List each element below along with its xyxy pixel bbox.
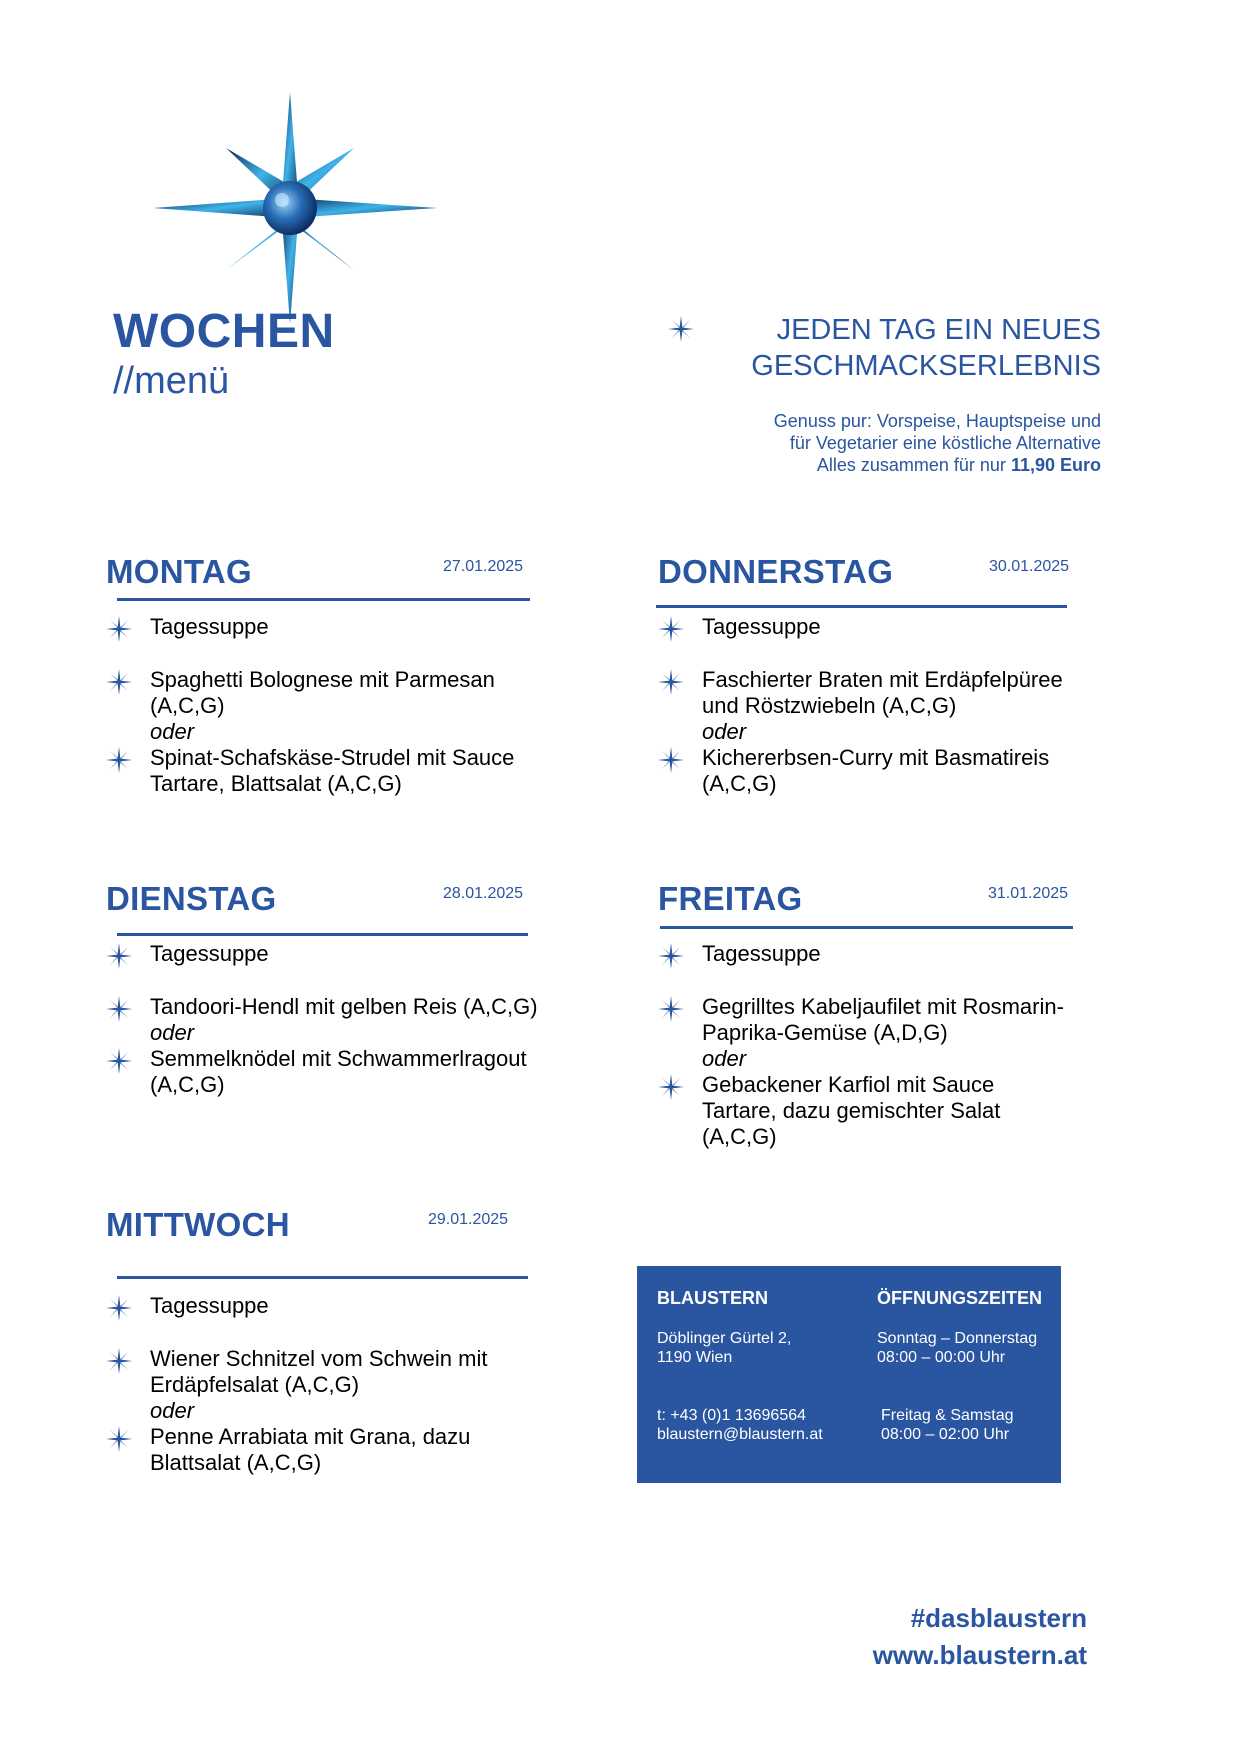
day-divider [117,933,528,936]
offer-line-2: für Vegetarier eine köstliche Alternative [789,433,1101,453]
compass-star-logo [150,90,440,330]
contact-info-box [637,1266,1061,1483]
dish-line: und Röstzwiebeln (A,C,G) [702,693,957,718]
dish-soup [658,941,821,973]
dish-soup [106,941,269,973]
day-date-thursday: 30.01.2025 [989,558,1070,575]
dish-text [150,667,495,719]
tagline [641,312,1101,384]
dish-line: Tartare, dazu gemischter Salat [702,1098,1001,1123]
star-bullet-icon [106,616,150,648]
day-divider [660,926,1073,929]
phone[interactable]: t: +43 (0)1 13696564 [657,1407,807,1424]
dish-main [106,667,495,719]
star-bullet-icon [658,1074,702,1106]
address-line-1: Döblinger Gürtel 2, [657,1330,792,1347]
dish-line: Spinat-Schafskäse-Strudel mit Sauce [150,745,515,770]
dish-line: Paprika-Gemüse (A,D,G) [702,1020,948,1045]
day-date-tuesday: 28.01.2025 [443,885,524,902]
address-line-2: 1190 Wien [657,1349,733,1366]
address [657,1329,791,1367]
dish-line: Tartare, Blattsalat (A,C,G) [150,771,402,796]
dish-line: (A,C,G) [702,771,777,796]
hours-days: Freitag & Samstag [881,1407,1014,1424]
dish-vegetarian [658,745,1049,797]
star-bullet-icon [106,1295,150,1327]
dish-text [150,1424,470,1476]
dish-text [150,1046,527,1098]
day-divider [656,605,1067,608]
star-bullet-icon [106,943,150,975]
opening-hours-weekday [877,1329,1037,1367]
day-title-thursday: DONNERSTAG [658,553,894,590]
tagline-line-1: JEDEN TAG EIN NEUES [776,314,1101,346]
dish-text: Tagessuppe [702,614,821,639]
dish-text [702,1072,1000,1150]
offer-description [621,410,1101,476]
day-divider [117,1276,528,1279]
dish-text [702,745,1049,797]
star-bullet-icon [658,616,702,648]
dish-line: Faschierter Braten mit Erdäpfelpüree [702,667,1063,692]
hours-time: 08:00 – 00:00 Uhr [877,1349,1006,1366]
dish-line: Semmelknödel mit Schwammerlragout [150,1046,527,1071]
dish-line: Kichererbsen-Curry mit Basmatireis [702,745,1050,770]
dish-text: Tagessuppe [150,614,269,639]
hashtag: #dasblaustern [910,1603,1087,1633]
menu-title: WOCHEN [113,305,335,358]
hours-days: Sonntag – Donnerstag [877,1330,1038,1347]
oder-label: oder [150,1398,195,1423]
star-bullet-icon [658,996,702,1028]
day-date-friday: 31.01.2025 [988,885,1069,902]
dish-text: Tagessuppe [702,941,821,966]
dish-vegetarian [658,1072,1000,1150]
dish-vegetarian [106,745,514,797]
day-divider [117,598,530,601]
dish-vegetarian [106,1424,470,1476]
star-bullet-icon [658,669,702,701]
oder-label: oder [150,1020,195,1045]
dish-line: Penne Arrabiata mit Grana, dazu [150,1424,471,1449]
star-bullet-icon [658,943,702,975]
day-date-monday: 27.01.2025 [443,558,524,575]
dish-line: Wiener Schnitzel vom Schwein mit [150,1346,488,1371]
offer-line-3 [621,454,1101,476]
day-title-tuesday: DIENSTAG [106,880,277,917]
dish-main [106,1346,487,1398]
dish-line: (A,C,G) [150,693,225,718]
email-link[interactable]: blaustern@blaustern.at [657,1426,823,1443]
dish-line: Spaghetti Bolognese mit Parmesan [150,667,495,692]
dish-soup [658,614,821,646]
dish-text: Tandoori-Hendl mit gelben Reis (A,C,G) [150,994,538,1019]
star-bullet-icon [106,669,150,701]
dish-text [150,1346,487,1398]
dish-line: Gegrilltes Kabeljaufilet mit Rosmarin- [702,994,1064,1019]
dish-line: Erdäpfelsalat (A,C,G) [150,1372,360,1397]
day-title-friday: FREITAG [658,880,803,917]
day-title-wednesday: MITTWOCH [106,1206,290,1243]
dish-line: (A,C,G) [702,1124,777,1149]
star-bullet-icon [106,1348,150,1380]
website-link[interactable]: www.blaustern.at [872,1640,1087,1670]
dish-soup [106,1293,269,1325]
star-bullet-icon [106,747,150,779]
dish-main [658,994,1064,1046]
oder-label: oder [150,719,195,744]
star-bullet-icon [106,996,150,1028]
dish-text: Tagessuppe [150,1293,269,1318]
dish-text [702,667,1063,719]
dish-text [150,745,514,797]
dish-vegetarian [106,1046,527,1098]
star-bullet-icon [658,747,702,779]
dish-text: Tagessuppe [150,941,269,966]
dish-soup [106,614,269,646]
offer-prefix: Alles zusammen für nur [816,455,1006,475]
star-bullet-icon [106,1048,150,1080]
oder-label: oder [702,1046,747,1071]
dish-line: Blattsalat (A,C,G) [150,1450,322,1475]
offer-price: 11,90 Euro [1010,455,1101,475]
dish-text [702,994,1064,1046]
opening-hours-title: ÖFFNUNGSZEITEN [877,1288,1042,1308]
day-title-monday: MONTAG [106,553,252,590]
dish-main [658,667,1063,719]
menu-subtitle: //menü [113,360,230,402]
restaurant-name: BLAUSTERN [657,1288,768,1308]
hours-time: 08:00 – 02:00 Uhr [881,1426,1010,1443]
dish-line: (A,C,G) [150,1072,225,1097]
dish-line: Gebackener Karfiol mit Sauce [702,1072,995,1097]
tagline-line-2: GESCHMACKSERLEBNIS [751,350,1101,382]
day-date-wednesday: 29.01.2025 [428,1211,509,1228]
oder-label: oder [702,719,747,744]
contact [657,1406,823,1444]
opening-hours-weekend [881,1406,1014,1444]
offer-line-1: Genuss pur: Vorspeise, Hauptspeise und [773,411,1101,431]
star-bullet-icon [106,1426,150,1458]
